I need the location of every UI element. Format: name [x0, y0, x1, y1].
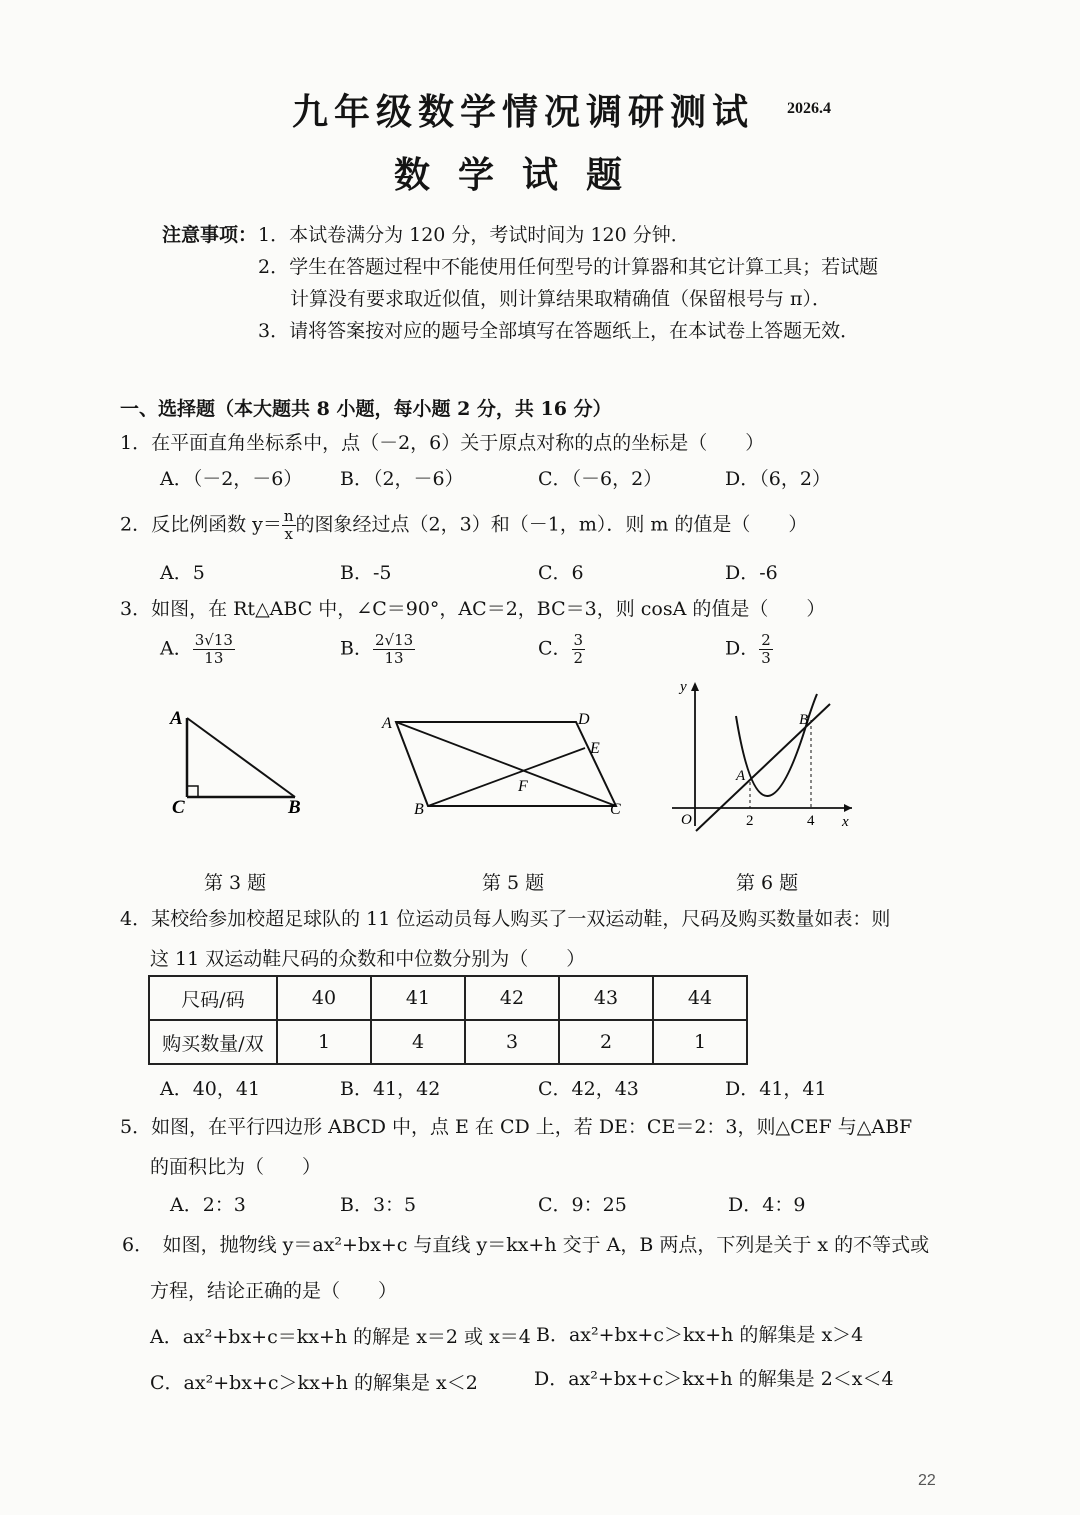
q3-c-num: 3	[573, 631, 584, 649]
q2-fraction	[282, 508, 296, 543]
q5-option-b: B．3：5	[340, 1194, 417, 1216]
q5-option-d: D．4：9	[728, 1194, 806, 1216]
q6-stem-line2: 方程，结论正确的是（ ）	[150, 1280, 398, 1302]
q6-stem-line1: 6． 如图，抛物线 y＝ax²+bx+c 与直线 y＝kx+h 交于 A，B 两点，下列是关于 x 的不等式或	[122, 1234, 930, 1256]
q1-stem: 1．在平面直角坐标系中，点（－2，6）关于原点对称的点的坐标是（ ）	[120, 432, 765, 454]
table-cell: 2	[559, 1020, 653, 1064]
table-cell: 1	[277, 1020, 371, 1064]
q4-option-c: C．42，43	[538, 1078, 639, 1100]
table-header-size: 尺码/码	[149, 976, 277, 1020]
segment-be	[428, 748, 585, 806]
q2-option-c: C．6	[538, 562, 584, 584]
fig6-label-a: A	[736, 768, 746, 784]
fig6-tick-4: 4	[807, 813, 815, 829]
table-header-count: 购买数量/双	[149, 1020, 277, 1064]
q2-frac-num: n	[283, 507, 294, 525]
q3-option-c	[538, 632, 585, 667]
q3-a-num: 3√13	[194, 631, 233, 649]
q6-option-b: B．ax²+bx+c＞kx+h 的解集是 x＞4	[536, 1324, 864, 1346]
q3-c-label: C．	[538, 637, 572, 660]
q4-stem-line1: 4．某校给参加校超足球队的 11 位运动员每人购买了一双运动鞋，尺码及购买数量如表：则	[120, 908, 891, 930]
q6-option-d: D．ax²+bx+c＞kx+h 的解集是 2＜x＜4	[534, 1368, 894, 1390]
q3-d-num: 2	[761, 631, 771, 649]
q6-option-c: C．ax²+bx+c＞kx+h 的解集是 x＜2	[150, 1372, 478, 1394]
exam-title: 九年级数学情况调研测试	[292, 91, 755, 133]
q2-stem	[120, 508, 807, 543]
fig5-label-c: C	[610, 801, 621, 818]
q3-option-b	[340, 632, 415, 667]
exam-subtitle: 数学试题	[394, 154, 651, 196]
q5-option-c: C．9：25	[538, 1194, 627, 1216]
q4-option-b: B．41，42	[340, 1078, 441, 1100]
fig6-label-x: x	[842, 814, 849, 830]
figure-6-caption: 第 6 题	[736, 872, 799, 894]
fig6-tick-2: 2	[746, 813, 754, 829]
q3-stem: 3．如图，在 Rt△ABC 中，∠C＝90°，AC＝2，BC＝3，则 cosA 的值是（ ）	[120, 598, 826, 620]
q3-b-num: 2√13	[374, 631, 414, 649]
notice-label: 注意事项：	[162, 224, 258, 246]
q2-stem-pre: 2．反比例函数 y＝	[120, 513, 282, 536]
q3-d-label: D．	[725, 637, 760, 660]
q3-option-d	[725, 632, 773, 667]
fig3-label-c: C	[172, 797, 185, 818]
page-number: 22	[918, 1472, 936, 1489]
y-axis-arrow	[691, 682, 699, 691]
q2-option-a: A．5	[160, 562, 205, 584]
figure-3-triangle	[160, 700, 320, 825]
exam-date: 2026.4	[787, 100, 831, 117]
q1-option-b: B．（2，－6）	[340, 468, 464, 490]
q3-a-label: A．	[160, 637, 193, 660]
figure-5-parallelogram	[376, 700, 636, 825]
figure-3-caption: 第 3 题	[204, 872, 267, 894]
q1-option-c: C．（－6，2）	[538, 468, 663, 490]
fig3-label-b: B	[288, 797, 301, 818]
table-cell: 4	[371, 1020, 465, 1064]
q5-stem-line2: 的面积比为（ ）	[150, 1156, 322, 1178]
q3-a-den: 13	[204, 649, 224, 667]
q2-option-d: D．-6	[725, 562, 778, 584]
table-cell: 43	[559, 976, 653, 1020]
q5-option-a: A．2：3	[170, 1194, 246, 1216]
fig3-label-a: A	[170, 708, 183, 729]
table-row-sizes	[149, 976, 747, 1020]
table-cell: 3	[465, 1020, 559, 1064]
right-angle-mark	[187, 786, 198, 797]
fig6-label-b: B	[799, 712, 809, 728]
fig5-label-e: E	[590, 740, 600, 757]
q5-stem-line1: 5．如图，在平行四边形 ABCD 中，点 E 在 CD 上，若 DE：CE＝2：3，则△CEF 与△ABF	[120, 1116, 913, 1138]
side-ab	[187, 718, 295, 797]
section-heading: 一、选择题（本大题共 8 小题，每小题 2 分，共 16 分）	[120, 398, 612, 420]
x-axis-arrow	[844, 804, 852, 812]
notice-item-2b: 计算没有要求取近似值，则计算结果取精确值（保留根号与 π）．	[290, 288, 832, 310]
table-row-counts	[149, 1020, 747, 1064]
fig6-label-o: O	[681, 812, 692, 828]
table-cell: 44	[653, 976, 747, 1020]
figure-5-caption: 第 5 题	[482, 872, 545, 894]
q6-option-a: A．ax²+bx+c＝kx+h 的解是 x＝2 或 x＝4	[150, 1326, 531, 1348]
q3-c-den: 2	[573, 649, 584, 667]
fig6-label-y: y	[680, 679, 687, 695]
table-cell: 40	[277, 976, 371, 1020]
q3-b-label: B．	[340, 637, 373, 660]
q4-stem-line2: 这 11 双运动鞋尺码的众数和中位数分别为（ ）	[150, 948, 586, 970]
table-cell: 42	[465, 976, 559, 1020]
fig5-label-b: B	[414, 801, 424, 818]
q2-stem-post: 的图象经过点（2，3）和（－1，m）．则 m 的值是（ ）	[295, 513, 808, 536]
fig5-label-a: A	[382, 715, 392, 732]
q1-option-d: D．（6，2）	[725, 468, 831, 490]
q3-b-den: 13	[384, 649, 404, 667]
q4-option-a: A．40，41	[160, 1078, 261, 1100]
fig5-label-d: D	[578, 711, 590, 728]
figure-6-graph	[664, 676, 864, 836]
q2-option-b: B．-5	[340, 562, 392, 584]
q4-option-d: D．41，41	[725, 1078, 827, 1100]
notice-item-3: 3．请将答案按对应的题号全部填写在答题纸上，在本试卷上答题无效．	[258, 320, 860, 342]
q3-d-den: 3	[761, 649, 771, 667]
q3-option-a	[160, 632, 235, 667]
q1-option-a: A．（－2，－6）	[160, 468, 303, 490]
line-kx-h	[696, 704, 830, 831]
notice-item-2a: 2．学生在答题过程中不能使用任何型号的计算器和其它计算工具；若试题	[258, 256, 879, 278]
shoe-size-table	[148, 975, 748, 1065]
table-cell: 1	[653, 1020, 747, 1064]
table-cell: 41	[371, 976, 465, 1020]
q2-frac-den: x	[284, 525, 293, 543]
fig5-label-f: F	[518, 778, 528, 795]
notice-item-1: 1．本试卷满分为 120 分，考试时间为 120 分钟．	[258, 224, 690, 246]
